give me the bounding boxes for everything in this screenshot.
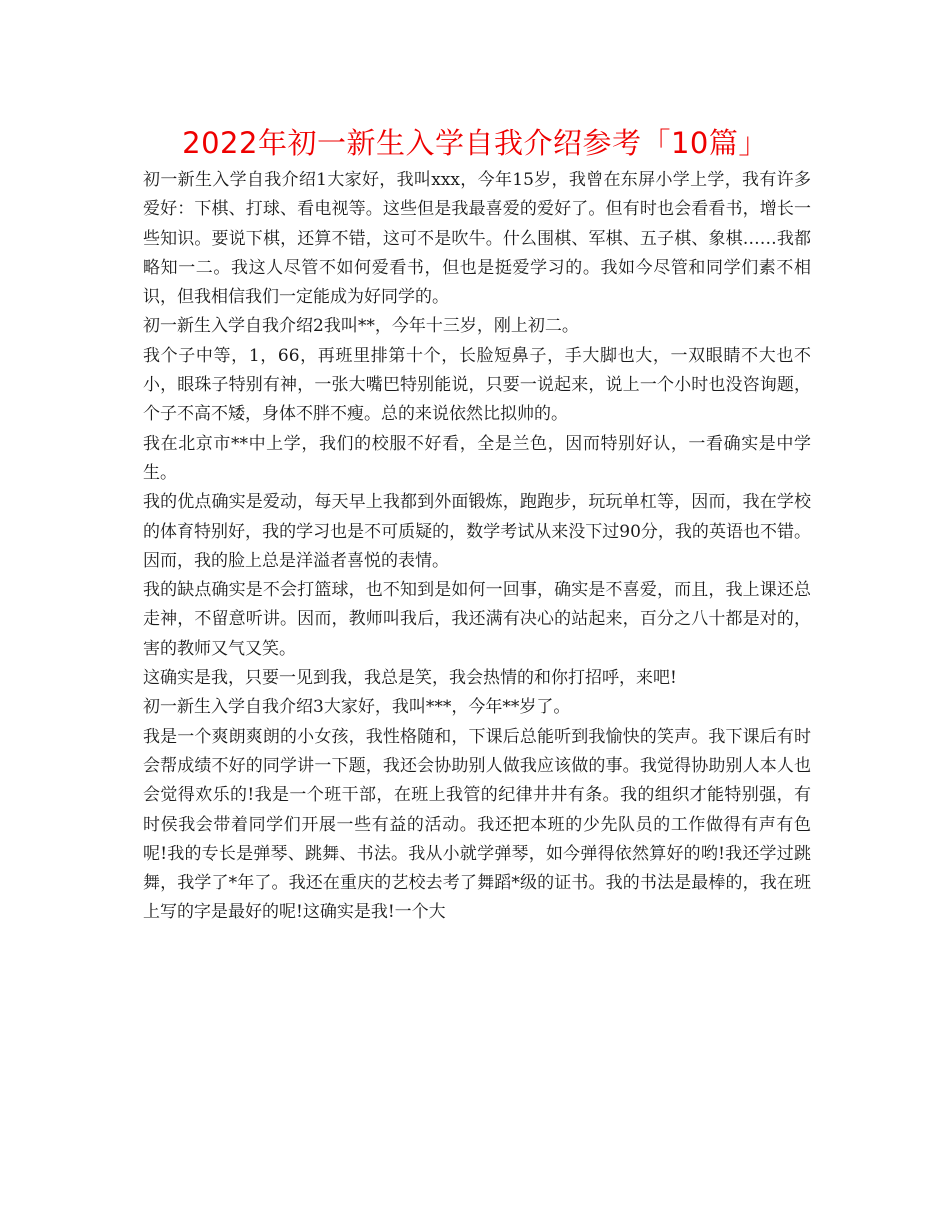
paragraph-8: 初一新生入学自我介绍3大家好，我叫***，今年**岁了。 (143, 697, 571, 718)
paragraph-9: 我是一个爽朗爽朗的小女孩，我性格随和，下课后总能听到我愉快的笑声。我下课后有时会帮成绩不好的同学讲一下题，我还会协助别人做我应该做的事。我觉得协助别人本人也会觉得欢乐的!我是一个班干部，在班上我管的纪律井井有条。我的组织才能特别强，有时侯我会带着同学们开展一些有益的活动。我还把本班的少先队员的工作做得有声有色呢!我的专长是弹琴、跳舞、书法。我从小就学弹琴，如今弹得依然算好的哟!我还学过跳舞，我学了*年了。我还在重庆的艺校去考了舞蹈*级的证书。我的书法是最棒的，我在班上写的字是最好的呢!这确实是我!一个大 (143, 726, 811, 923)
paragraph-1: 初一新生入学自我介绍1大家好，我叫xxx，今年15岁，我曾在东屏小学上学，我有许多爱好：下棋、打球、看电视等。这些但是我最喜爱的爱好了。但有时也会看看书，增长一些知识。要说下棋，还算不错，这可不是吹牛。什么围棋、军棋、五子棋、象棋……我都略知一二。我这人尽管不如何爱看书，但也是挺爱学习的。我如今尽管和同学们素不相识，但我相信我们一定能成为好同学的。 (143, 170, 811, 308)
document-body (143, 166, 811, 928)
paragraph-4: 我在北京市**中上学，我们的校服不好看，全是兰色，因而特别好认，一看确实是中学生。 (143, 433, 811, 483)
document-title: 2022年初一新生入学自我介绍参考「10篇」 (182, 126, 768, 160)
paragraph-6: 我的缺点确实是不会打篮球，也不知到是如何一回事，确实是不喜爱，而且，我上课还总走神，不留意听讲。因而，教师叫我后，我还满有决心的站起来，百分之八十都是对的，害的教师又气又笑。 (143, 580, 811, 659)
paragraph-3: 我个子中等，1，66，再班里排第十个，长脸短鼻子，手大脚也大，一双眼睛不大也不小，眼珠子特别有神，一张大嘴巴特别能说，只要一说起来，说上一个小时也没咨询题，个子不高不矮，身体不胖不瘦。总的来说依然比拟帅的。 (143, 345, 811, 425)
paragraph-5: 我的优点确实是爱动，每天早上我都到外面锻炼，跑跑步，玩玩单杠等，因而，我在学校的体育特别好，我的学习也是不可质疑的，数学考试从来没下过90分，我的英语也不错。因而，我的脸上总是洋溢者喜悦的表情。 (143, 492, 811, 571)
paragraph-2: 初一新生入学自我介绍2我叫**，今年十三岁，刚上初二。 (143, 316, 579, 337)
paragraph-7: 这确实是我，只要一见到我，我总是笑，我会热情的和你打招呼，来吧! (143, 668, 677, 689)
